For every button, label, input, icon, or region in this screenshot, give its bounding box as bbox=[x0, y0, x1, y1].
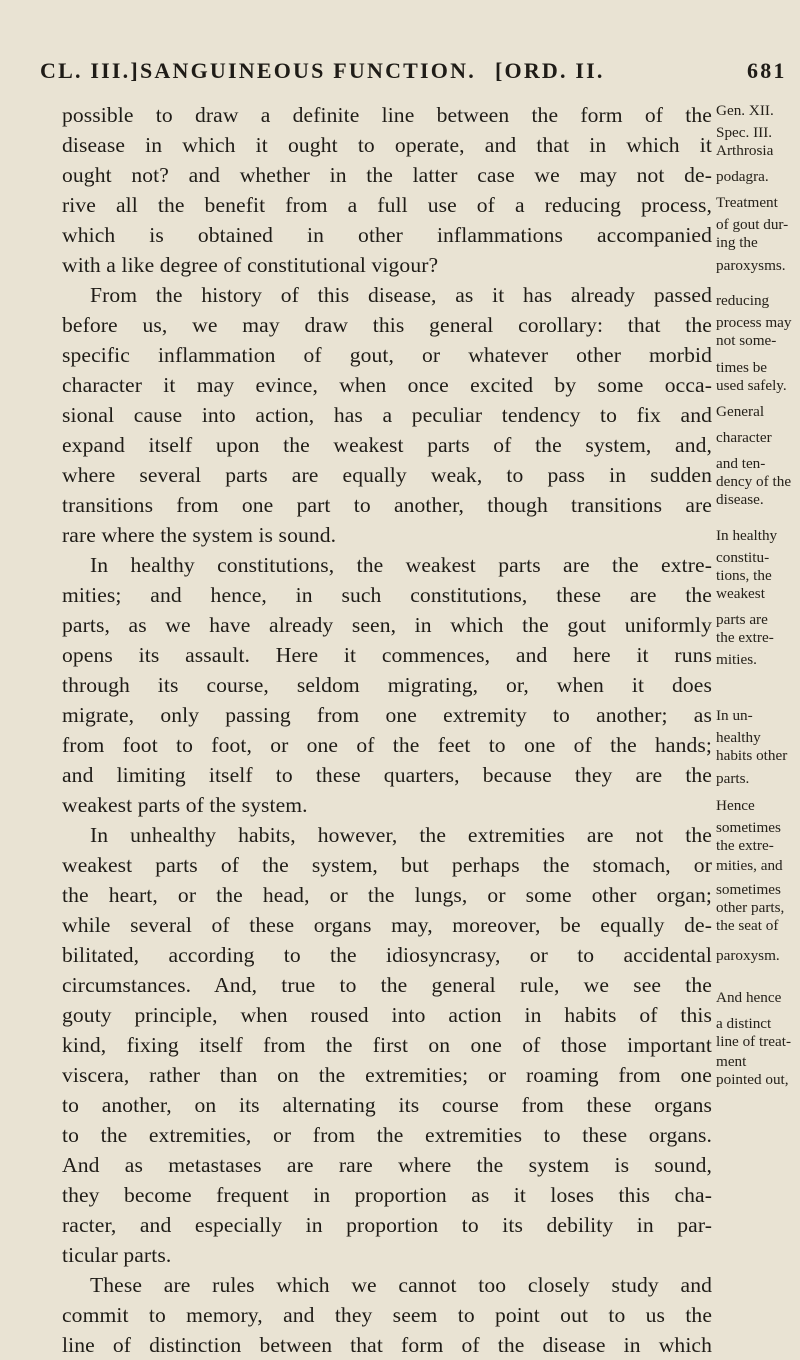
margin-note-line: a distinct bbox=[716, 1015, 772, 1032]
margin-note-line: the seat of bbox=[716, 917, 779, 934]
margin-note-line: mities. bbox=[716, 651, 757, 668]
text-line: parts, as we have already seen, in which the gout uniformly bbox=[62, 613, 712, 637]
text-line: with a like degree of constitutional vigour? bbox=[62, 253, 439, 277]
margin-note-line: dency of the bbox=[716, 473, 792, 490]
text-line: mities; and hence, in such constitutions, these are the bbox=[62, 583, 712, 607]
text-line: the heart, or the head, or the lungs, or some other organ; bbox=[62, 883, 712, 907]
text-line: expand itself upon the weakest parts of the system, and, bbox=[62, 433, 712, 457]
text-line: possible to draw a definite line between the form of the bbox=[62, 103, 712, 127]
margin-note-line: not some- bbox=[716, 332, 777, 349]
text-line: migrate, only passing from one extremity to another; as bbox=[62, 703, 712, 727]
margin-note-line: paroxysm. bbox=[716, 947, 780, 964]
margin-note-line: of gout dur- bbox=[716, 216, 789, 233]
margin-note-line: parts are bbox=[716, 611, 768, 628]
margin-note-line: the extre- bbox=[716, 629, 774, 646]
text-line: character it may evince, when once excited by some occa- bbox=[62, 373, 712, 397]
text-line: specific inflammation of gout, or whatever other morbid bbox=[62, 343, 712, 367]
text-line: to another, on its alternating its course from these organs bbox=[62, 1093, 712, 1117]
text-line: kind, fixing itself from the first on one of those important bbox=[62, 1033, 712, 1057]
text-line: and limiting itself to these quarters, because they are the bbox=[62, 763, 712, 787]
margin-note-line: Treatment bbox=[716, 194, 778, 211]
text-line: where several parts are equally weak, to pass in sudden bbox=[62, 463, 712, 487]
text-line: These are rules which we cannot too closely study and bbox=[90, 1273, 712, 1297]
text-line: weakest parts of the system. bbox=[62, 793, 308, 817]
page-number: 681 bbox=[747, 58, 787, 83]
text-line: commit to memory, and they seem to point out to us the bbox=[62, 1303, 712, 1327]
margin-note-line: process may bbox=[716, 314, 792, 331]
text-line: bilitated, according to the idiosyncrasy, or to accidental bbox=[62, 943, 712, 967]
text-line: while several of these organs may, moreover, be equally de- bbox=[62, 913, 712, 937]
margin-note-line: and ten- bbox=[716, 455, 766, 472]
text-line: before us, we may draw this general corollary: that the bbox=[62, 313, 712, 337]
text-line: from foot to foot, or one of the feet to one of the hands; bbox=[62, 733, 712, 757]
text-line: From the history of this disease, as it has already passed bbox=[90, 283, 712, 307]
text-line: line of distinction between that form of the disease in which bbox=[62, 1333, 712, 1357]
margin-note-line: disease. bbox=[716, 491, 764, 508]
page-title: SANGUINEOUS FUNCTION. bbox=[140, 58, 476, 83]
text-line: gouty principle, when roused into action in habits of this bbox=[62, 1003, 712, 1027]
margin-note-line: times be bbox=[716, 359, 768, 376]
margin-note-line: line of treat- bbox=[716, 1033, 792, 1050]
text-line: racter, and especially in proportion to its debility in par- bbox=[62, 1213, 712, 1237]
text-line: In unhealthy habits, however, the extremities are not the bbox=[90, 823, 712, 847]
margin-note-line: sometimes bbox=[716, 881, 781, 898]
margin-note-line: Arthrosia bbox=[716, 142, 774, 159]
text-line: weakest parts of the system, but perhaps the stomach, or bbox=[62, 853, 712, 877]
margin-note-line: parts. bbox=[716, 770, 750, 787]
text-line: And as metastases are rare where the system is sound, bbox=[62, 1153, 712, 1177]
margin-note-line: other parts, bbox=[716, 899, 785, 916]
margin-note-line: Gen. XII. bbox=[716, 102, 774, 119]
margin-note-line: General bbox=[716, 403, 765, 420]
text-line: rare where the system is sound. bbox=[62, 523, 337, 547]
margin-note-line: weakest bbox=[716, 585, 765, 602]
margin-note-line: ment bbox=[716, 1053, 747, 1070]
margin-note-line: Spec. III. bbox=[716, 124, 773, 141]
main-text-column bbox=[62, 100, 712, 1360]
text-line: ticular parts. bbox=[62, 1243, 172, 1267]
margin-note-line: the extre- bbox=[716, 837, 774, 854]
chapter-ref: CL. III.] bbox=[40, 58, 140, 83]
margin-note-line: sometimes bbox=[716, 819, 781, 836]
text-line: viscera, rather than on the extremities; or roaming from one bbox=[62, 1063, 712, 1087]
order-ref: [ORD. II. bbox=[495, 58, 605, 83]
margin-note-line: ing the bbox=[716, 234, 758, 251]
text-line: to the extremities, or from the extremities to these organs. bbox=[62, 1123, 712, 1147]
text-line: ought not? and whether in the latter case we may not de- bbox=[62, 163, 712, 187]
text-line: sional cause into action, has a peculiar tendency to fix and bbox=[62, 403, 712, 427]
margin-note-line: podagra. bbox=[716, 168, 769, 185]
text-line: In healthy constitutions, the weakest parts are the extre- bbox=[90, 553, 712, 577]
margin-note-line: pointed out, bbox=[716, 1071, 789, 1088]
text-line: which is obtained in other inflammations accompanied bbox=[62, 223, 712, 247]
margin-note-line: In un- bbox=[716, 707, 753, 724]
text-line: circumstances. And, true to the general rule, we see the bbox=[62, 973, 712, 997]
margin-note-line: Hence bbox=[716, 797, 755, 814]
text-line: through its course, seldom migrating, or, when it does bbox=[62, 673, 712, 697]
margin-note-line: mities, and bbox=[716, 857, 783, 874]
text-line: opens its assault. Here it commences, and here it runs bbox=[62, 643, 712, 667]
margin-note-line: In healthy bbox=[716, 527, 778, 544]
margin-note-line: constitu- bbox=[716, 549, 770, 566]
margin-note-line: used safely. bbox=[716, 377, 787, 394]
text-line: disease in which it ought to operate, and that in which it bbox=[62, 133, 712, 157]
margin-note-line: tions, the bbox=[716, 567, 772, 584]
margin-note-line: healthy bbox=[716, 729, 761, 746]
margin-note-line: reducing bbox=[716, 292, 770, 309]
text-line: rive all the benefit from a full use of a reducing process, bbox=[62, 193, 712, 217]
text-line: they become frequent in proportion as it loses this cha- bbox=[62, 1183, 712, 1207]
margin-note-line: character bbox=[716, 429, 772, 446]
margin-note-line: habits other bbox=[716, 747, 788, 764]
margin-note-line: paroxysms. bbox=[716, 257, 786, 274]
text-line: transitions from one part to another, though transitions are bbox=[62, 493, 712, 517]
running-header bbox=[40, 58, 800, 94]
margin-note-line: And hence bbox=[716, 989, 782, 1006]
